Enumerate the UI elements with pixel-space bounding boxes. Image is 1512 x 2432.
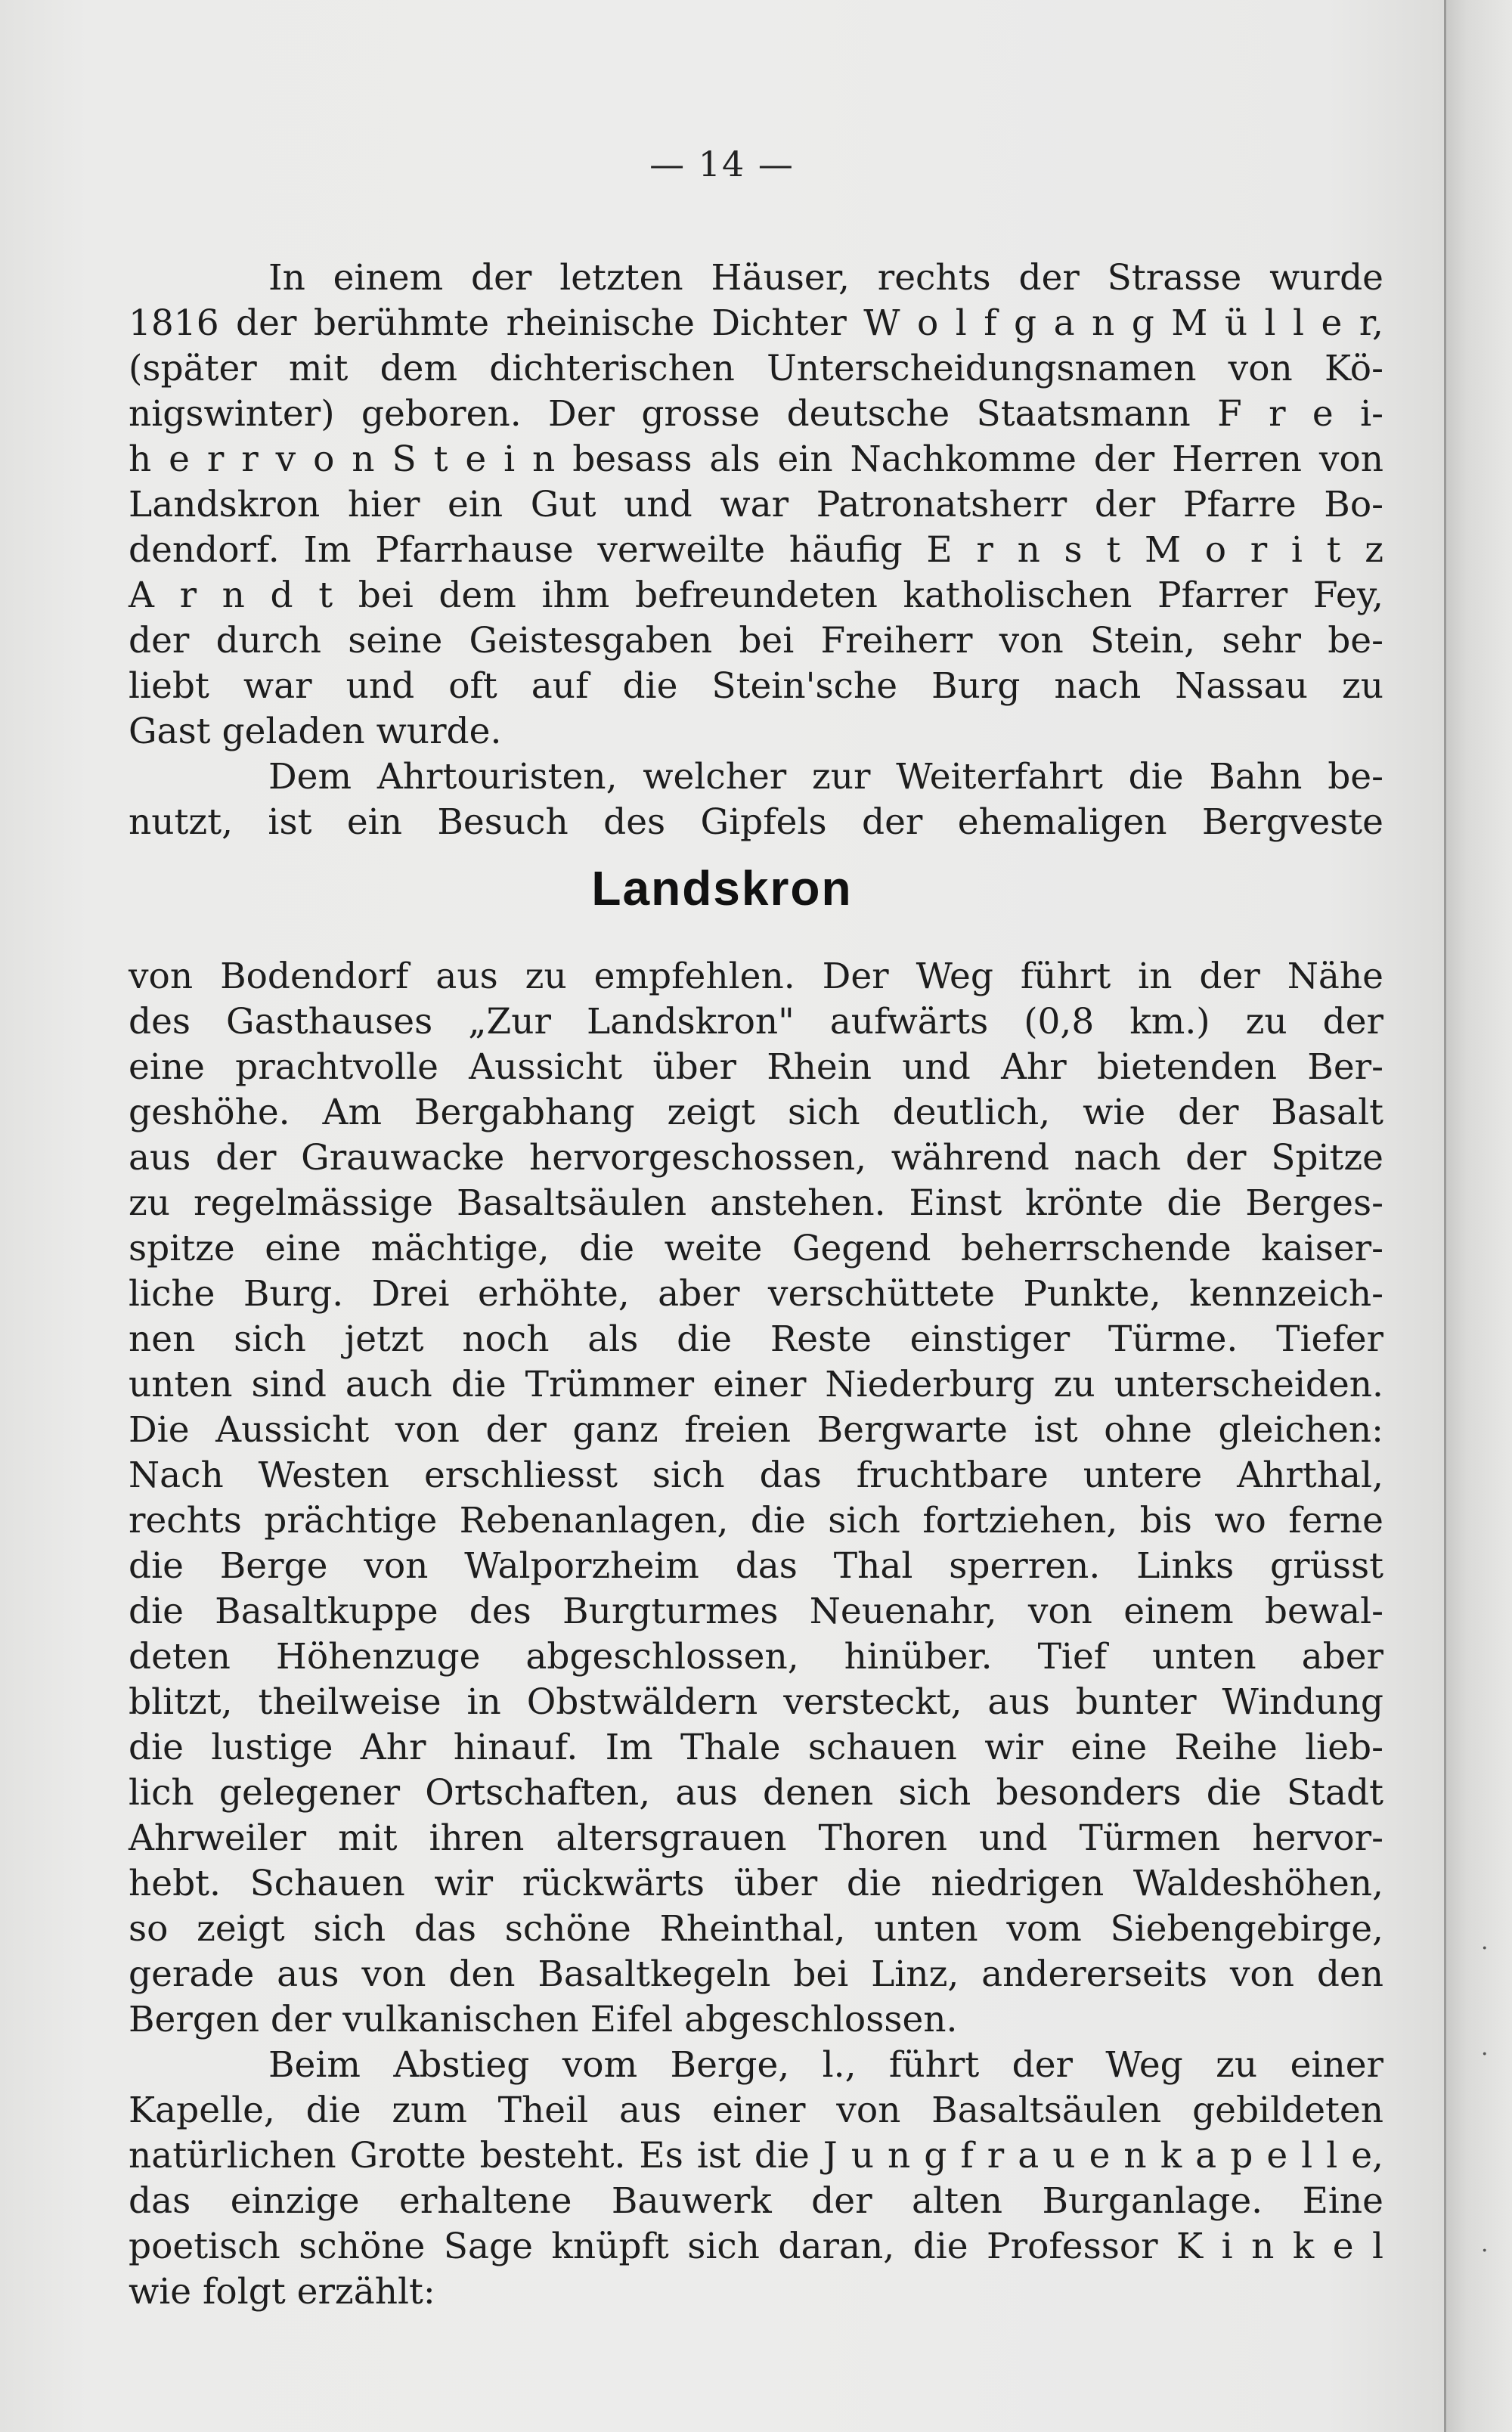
text-line: gerade aus von den Basaltkegeln bei Linz, andererseits von den	[129, 1953, 1383, 1995]
text-line: eine prachtvolle Aussicht über Rhein und Ahr bietenden Ber-	[129, 1046, 1383, 1088]
text-line: von Bodendorf aus zu empfehlen. Der Weg führt in der Nähe	[129, 956, 1383, 997]
text-line: nigswinter) geboren. Der grosse deutsche Staatsmann F r e i-	[129, 393, 1383, 435]
gutter-mark: ·	[1481, 1935, 1489, 1962]
text-line: blitzt, theilweise in Obstwäldern versteckt, aus bunter Windung	[129, 1681, 1383, 1723]
text-line: der durch seine Geistesgaben bei Freiherr von Stein, sehr be-	[129, 620, 1383, 661]
text-line: liche Burg. Drei erhöhte, aber verschüttete Punkte, kennzeich-	[129, 1273, 1383, 1315]
text-line: geshöhe. Am Bergabhang zeigt sich deutlich, wie der Basalt	[129, 1092, 1383, 1133]
text-line: 1816 der berühmte rheinische Dichter W o l f g a n g M ü l l e r,	[129, 302, 1383, 344]
text-line: poetisch schöne Sage knüpft sich daran, die Professor K i n k e l	[129, 2226, 1383, 2267]
text-line: deten Höhenzuge abgeschlossen, hinüber. Tief unten aber	[129, 1636, 1383, 1678]
text-line: Kapelle, die zum Theil aus einer von Basaltsäulen gebildeten	[129, 2090, 1383, 2131]
text-line: Nach Westen erschliesst sich das fruchtbare untere Ahrthal,	[129, 1455, 1383, 1496]
text-line: A r n d t bei dem ihm befreundeten katholischen Pfarrer Fey,	[129, 575, 1383, 616]
text-line: des Gasthauses „Zur Landskron" aufwärts (0,8 km.) zu der	[129, 1001, 1383, 1043]
page-number: — 14 —	[649, 144, 795, 184]
text-line: das einzige erhaltene Bauwerk der alten Burganlage. Eine	[129, 2180, 1383, 2222]
text-line: In einem der letzten Häuser, rechts der Strasse wurde	[268, 257, 1383, 299]
text-line: so zeigt sich das schöne Rheinthal, unten vom Siebengebirge,	[129, 1908, 1383, 1950]
text-line: die lustige Ahr hinauf. Im Thale schauen wir eine Reihe lieb-	[129, 1727, 1383, 1768]
text-line: die Basaltkuppe des Burgturmes Neuenahr, von einem bewal-	[129, 1591, 1383, 1632]
text-line: Gast geladen wurde.	[129, 711, 502, 752]
text-line: spitze eine mächtige, die weite Gegend beherrschende kaiser-	[129, 1228, 1383, 1269]
text-line: Dem Ahrtouristen, welcher zur Weiterfahrt die Bahn be-	[268, 756, 1383, 798]
text-line: Bergen der vulkanischen Eifel abgeschlossen.	[129, 1999, 958, 2040]
gutter-mark: ·	[1481, 2041, 1489, 2068]
text-line: aus der Grauwacke hervorgeschossen, während nach der Spitze	[129, 1137, 1383, 1179]
text-line: (später mit dem dichterischen Unterscheidungsnamen von Kö-	[129, 348, 1383, 389]
text-line: nen sich jetzt noch als die Reste einstiger Türme. Tiefer	[129, 1318, 1383, 1360]
text-line: lich gelegener Ortschaften, aus denen sich besonders die Stadt	[129, 1772, 1383, 1814]
text-line: zu regelmässige Basaltsäulen anstehen. Einst krönte die Berges-	[129, 1182, 1383, 1224]
text-line: liebt war und oft auf die Stein'sche Burg nach Nassau zu	[129, 665, 1383, 707]
text-line: Landskron hier ein Gut und war Patronatsherr der Pfarre Bo-	[129, 484, 1383, 525]
section-heading: Landskron	[591, 861, 853, 915]
paragraph-block-top	[129, 256, 1383, 845]
text-line: dendorf. Im Pfarrhause verweilte häufig E r n s t M o r i t z	[129, 529, 1383, 571]
gutter-mark: ·	[1481, 2238, 1489, 2264]
text-line: Die Aussicht von der ganz freien Bergwarte ist ohne gleichen:	[129, 1409, 1383, 1451]
text-line: natürlichen Grotte besteht. Es ist die J u n g f r a u e n k a p e l l e,	[129, 2135, 1383, 2176]
paragraph-block-main	[129, 954, 1383, 2315]
page-gutter	[1444, 0, 1512, 2432]
text-line: wie folgt erzählt:	[129, 2271, 435, 2313]
text-line: hebt. Schauen wir rückwärts über die niedrigen Waldeshöhen,	[129, 1863, 1383, 1904]
text-line: h e r r v o n S t e i n besass als ein Nachkomme der Herren von	[129, 438, 1383, 480]
text-line: die Berge von Walporzheim das Thal sperren. Links grüsst	[129, 1545, 1383, 1587]
text-line: Ahrweiler mit ihren altersgrauen Thoren und Türmen hervor-	[129, 1817, 1383, 1859]
text-line: nutzt, ist ein Besuch des Gipfels der ehemaligen Bergveste	[129, 801, 1383, 843]
text-line: Beim Abstieg vom Berge, l., führt der Weg zu einer	[268, 2044, 1383, 2086]
text-line: unten sind auch die Trümmer einer Niederburg zu unterscheiden.	[129, 1364, 1383, 1405]
text-line: rechts prächtige Rebenanlagen, die sich fortziehen, bis wo ferne	[129, 1500, 1383, 1541]
